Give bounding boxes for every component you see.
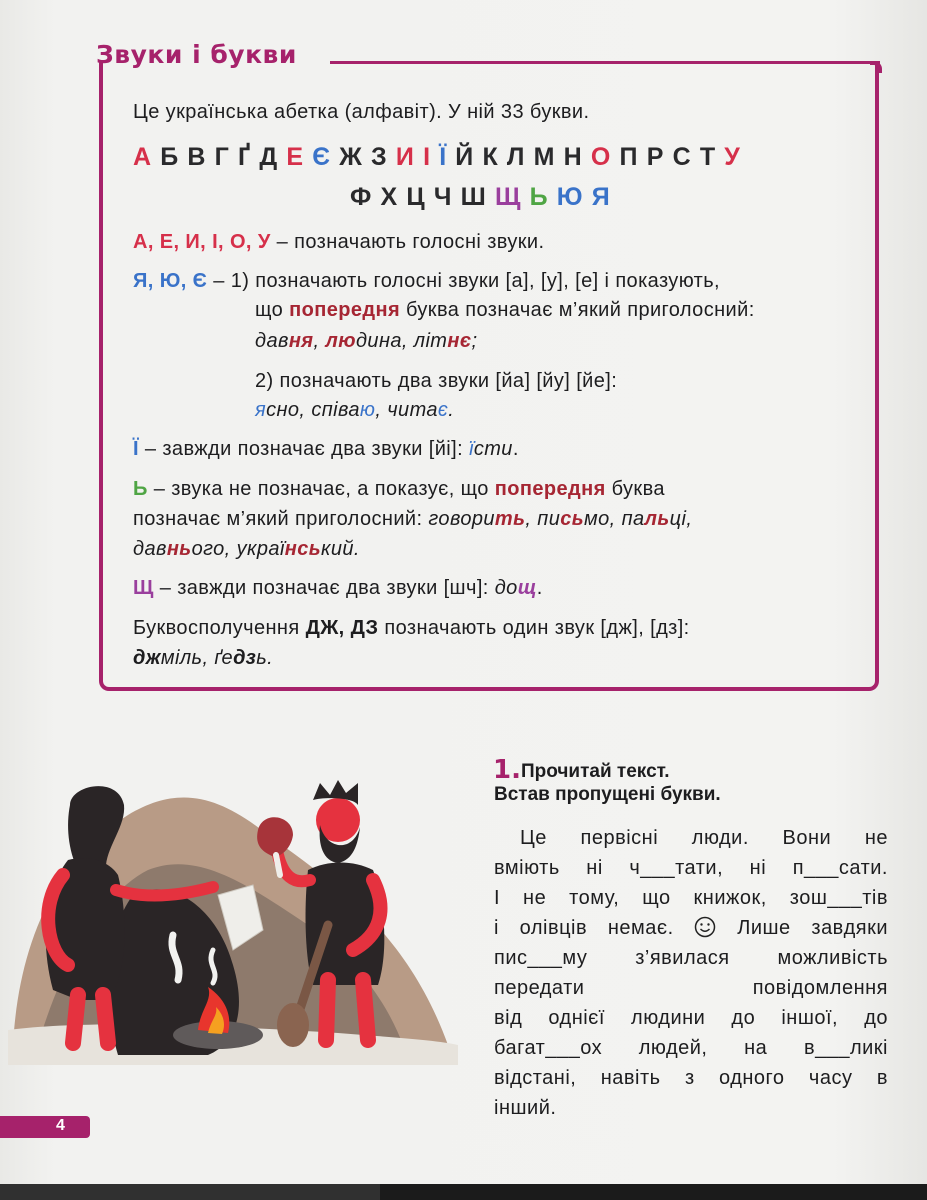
rules-frame-left-stub [99,84,103,104]
example-highlight: ї [469,438,474,460]
vowel-letters: А, Е, И, І, О, У [133,231,271,253]
example-fragment: дав [133,538,167,560]
text-fragment: що [255,299,290,321]
alphabet-letter: Е [286,143,304,171]
iotated-letters: Я, Ю, Є [133,270,208,292]
intro-text: Це українська абетка (алфавіт). У ній 33 букви. [133,101,590,123]
task-instruction-2: Встав пропущені букви. [494,784,721,805]
example-highlight: ть [494,508,526,530]
example-fragment: ці, [669,508,693,530]
alphabet-letter: Ь [529,183,548,211]
alphabet-row-2 [350,183,619,212]
example-fragment: дав [255,330,289,352]
example-highlight: я [255,399,267,421]
exercise-line: від однієї людини до іншої, до [494,1007,888,1029]
smiley-icon [694,916,716,938]
digraph-letters: ДЖ, ДЗ [305,617,379,639]
alphabet-row-1 [133,143,749,172]
example-fragment: , [313,330,326,352]
exercise-line: передати повідомлення [494,977,888,999]
iotated-rule-1a: 1) позначають голосні звуки [а], [у], [е] і показують, [230,270,720,292]
alphabet-letter: Т [699,143,716,171]
alphabet-letter: С [672,143,691,171]
page-number: 4 [56,1117,65,1134]
exercise-line: відстані, навіть з одного часу в [494,1067,888,1089]
iotated-dash: – [207,270,231,292]
task-instruction-1: Прочитай текст. [521,761,670,782]
alphabet-letter: К [482,143,498,171]
iotated-rule-line2 [255,299,755,322]
alphabet-letter: Й [455,143,474,171]
digraph-rule [133,617,690,640]
example-highlight: лю [325,330,356,352]
alphabet-letter: Р [646,143,664,171]
text-fragment: . [536,577,543,599]
alphabet-letter: Д [259,143,278,171]
example-highlight: нє [447,330,472,352]
alphabet-letter: Ч [433,183,452,211]
book-edge-page [0,1184,380,1200]
iotated-examples-1 [255,330,477,353]
alphabet-letter: М [533,143,555,171]
exercise-text [494,823,888,1123]
soft-sign-examples-1 [428,508,692,530]
example-fragment: дина, літ [355,330,448,352]
exercise-line: багат___ох людей, на в___ликі [494,1037,888,1059]
exercise-line: Це первісні люди. Вони не [520,827,888,849]
exercise-line: інший. [494,1097,557,1119]
alphabet-letter: У [724,143,740,171]
alphabet-letter: Ї [439,143,447,171]
iotated-examples-2 [255,399,454,422]
alphabet-letter: Н [563,143,582,171]
example-highlight: нь [166,538,192,560]
text-fragment: позначає м’який приголосний: [133,508,429,530]
page-number-tab [0,1116,90,1138]
text-fragment: . [512,438,519,460]
alphabet-letter: Ф [350,183,372,211]
alphabet-letter: А [133,143,152,171]
alphabet-letter: І [423,143,431,171]
text-fragment: буква [605,478,665,500]
exercise-line: вміють ні ч___тати, ні п___сати. [494,857,888,879]
alphabet-letter: Л [506,143,525,171]
alphabet-letter: О [590,143,611,171]
alphabet-letter: Є [312,143,331,171]
alphabet-letter: В [187,143,206,171]
text-fragment: позначають один звук [дж], [дз]: [378,617,690,639]
iotated-rule-2: 2) позначають два звуки [йа] [йу] [йе]: [255,370,618,392]
alphabet-letter: Ш [460,183,486,211]
example-fragment: сти [473,438,513,460]
text-fragment: буква позначає м’який приголосний: [400,299,755,321]
example-fragment: . [448,399,455,421]
example-fragment: міль, ґе [160,647,234,669]
example-fragment: , чита [375,399,438,421]
highlight-word: попередня [289,299,401,321]
example-fragment: кий. [321,538,360,560]
example-fragment: ь. [256,647,274,669]
example-fragment: сно, співа [266,399,360,421]
alphabet-letter: Ц [406,183,425,211]
exercise-fragment: Лише завдяки [737,917,889,939]
cave-people-illustration [8,775,458,1065]
exercise-line: пис___му з’явилася можливість [494,947,888,969]
example-highlight: ня [288,330,314,352]
alphabet-letter: Ю [556,183,583,211]
soft-sign-rule-line1 [133,478,665,501]
yi-letter: Ї [133,438,139,460]
alphabet-letter: З [371,143,387,171]
example-fragment: ого, украї [191,538,285,560]
example-fragment: мо, па [584,508,645,530]
soft-sign-rule-line2 [133,508,692,531]
example-highlight: дж [133,647,161,669]
text-fragment: – звука не позначає, а показує, що [147,478,495,500]
vowels-rule [133,231,544,254]
exercise-line [494,913,888,943]
alphabet-letter: Ґ [238,143,251,171]
example-fragment: говори [428,508,495,530]
highlight-word: попередня [494,478,606,500]
alphabet-letter: П [619,143,638,171]
digraph-examples [133,647,273,670]
alphabet-letter: Х [380,183,398,211]
soft-sign-letter: Ь [133,478,148,500]
alphabet-letter: И [395,143,414,171]
alphabet-letter: Ж [339,143,362,171]
shch-rule-text: – завжди позначає два звуки [шч]: [153,577,495,599]
text-fragment: Буквосполучення [133,617,306,639]
shch-rule [133,577,543,600]
alphabet-letter: Щ [494,183,521,211]
example-highlight: дз [233,647,257,669]
example-highlight: щ [517,577,537,599]
section-title: Звуки і букви [96,40,297,69]
example-highlight: ль [644,508,670,530]
alphabet-letter: Г [214,143,229,171]
example-fragment: до [494,577,518,599]
example-highlight: сь [560,508,585,530]
yi-rule [133,438,519,461]
exercise-line: І не тому, що книжок, зош___тів [494,887,888,909]
alphabet-letter: Б [160,143,179,171]
alphabet-letter: Я [591,183,610,211]
vowel-rule-text: – позначають голосні звуки. [270,231,545,253]
yi-rule-text: – завжди позначає два звуки [йі]: [138,438,469,460]
example-fragment: , пи [525,508,561,530]
example-highlight: є [437,399,449,421]
iotated-rule-line1 [133,270,720,293]
example-fragment: ; [471,330,478,352]
shch-letter: Щ [133,577,154,599]
example-highlight: ю [359,399,376,421]
soft-sign-examples-2 [133,538,360,561]
example-highlight: нсь [284,538,322,560]
task-number: 1. [493,755,521,785]
exercise-fragment: і олівців немає. [494,917,674,939]
